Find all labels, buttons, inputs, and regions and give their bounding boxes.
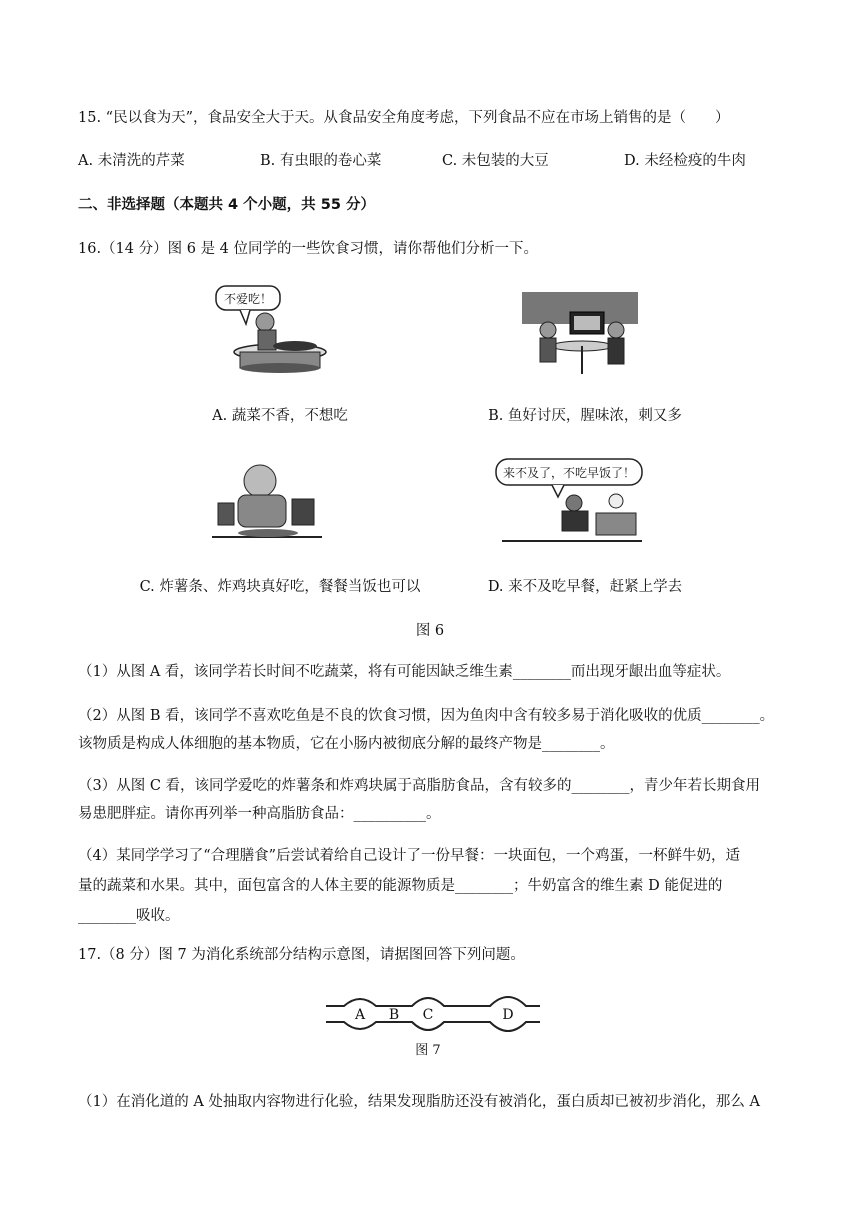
q15-option-b: B. 有虫眼的卷心菜	[260, 153, 382, 169]
q16-part3-line1: （3）从图 C 看，该同学爱吃的炸薯条和炸鸡块属于高脂肪食品，含有较多的________，青少年若长期食用	[78, 778, 761, 794]
caption-b: B. 鱼好讨厌，腥味浓，刺又多	[488, 408, 682, 424]
q17-intro: 17.（8 分）图 7 为消化系统部分结构示意图，请据图回答下列问题。	[78, 947, 525, 963]
q15-option-c: C. 未包装的大豆	[442, 153, 549, 169]
q16-part3-line2: 易患肥胖症。请你再列举一种高脂肪食品：__________。	[78, 806, 441, 822]
diagram-label-c: C	[422, 1007, 434, 1023]
illustration-d	[492, 455, 648, 547]
caption-a: A. 蔬菜不香，不想吃	[212, 408, 348, 424]
q17-part1: （1）在消化道的 A 处抽取内容物进行化验，结果发现脂肪还没有被消化，蛋白质却已被初步消化，那么 A	[78, 1094, 760, 1110]
diagram-label-a: A	[354, 1007, 366, 1023]
bubble-a-text: 不爱吃！	[223, 292, 273, 306]
q16-part4-line3: ________吸收。	[78, 908, 180, 924]
illustration-c	[208, 455, 326, 545]
q15-option-a: A. 未清洗的芹菜	[78, 153, 185, 169]
q16-part2-line1: （2）从图 B 看，该同学不喜欢吃鱼是不良的饮食习惯，因为鱼肉中含有较多易于消化吸收的优质________。	[78, 708, 775, 724]
q15-option-d: D. 未经检疫的牛肉	[624, 153, 746, 169]
illustration-a	[210, 280, 350, 385]
q16-intro: 16.（14 分）图 6 是 4 位同学的一些饮食习惯，请你帮他们分析一下。	[78, 241, 539, 257]
figure-7-label: 图 7	[415, 1043, 441, 1058]
caption-d: D. 来不及吃早餐，赶紧上学去	[487, 579, 683, 595]
q16-part4-line1: （4）某同学学习了“合理膳食”后尝试着给自己设计了一份早餐：一块面包，一个鸡蛋，一杯鲜牛奶，适	[78, 848, 741, 864]
digestive-diagram	[322, 992, 544, 1062]
figure-6-label: 图 6	[415, 623, 445, 639]
q16-part2-line2: 该物质是构成人体细胞的基本物质，它在小肠内被彻底分解的最终产物是________。	[78, 736, 615, 752]
illustration-b	[520, 290, 640, 382]
q16-part1: （1）从图 A 看，该同学若长时间不吃蔬菜，将有可能因缺乏维生素________而出现牙龈出血等症状。	[78, 664, 731, 680]
q16-part4-line2: 量的蔬菜和水果。其中，面包富含的人体主要的能源物质是________；牛奶富含的维生素 D 能促进的	[78, 878, 723, 894]
section-heading: 二、非选择题（本题共 4 个小题，共 55 分）	[78, 197, 375, 213]
q15-stem: 15. “民以食为天”，食品安全大于天。从食品安全角度考虑，下列食品不应在市场上销售的是（ ）	[78, 110, 730, 126]
caption-c: C. 炸薯条、炸鸡块真好吃，餐餐当饭也可以	[139, 579, 421, 595]
bubble-d-text: 来不及了，不吃早饭了！	[502, 466, 636, 480]
diagram-label-b: B	[388, 1007, 400, 1023]
diagram-label-d: D	[502, 1007, 514, 1023]
